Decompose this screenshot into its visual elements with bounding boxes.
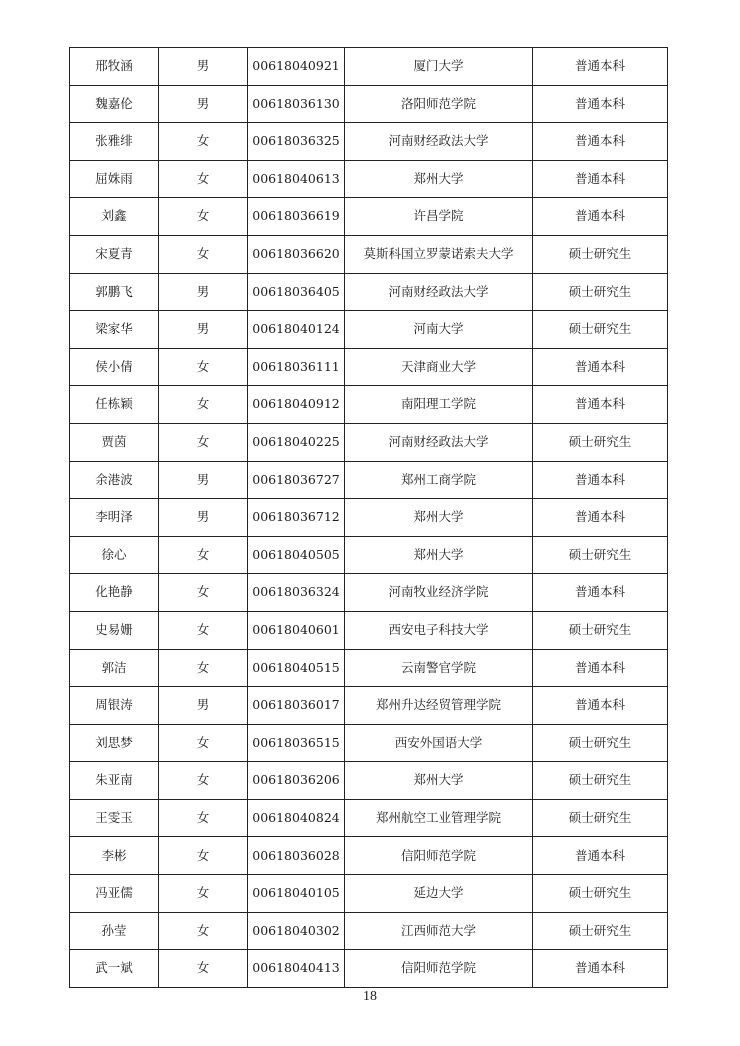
table-row	[70, 950, 668, 988]
school-cell: 郑州大学	[345, 160, 533, 198]
gender-cell: 女	[159, 724, 248, 762]
gender-cell: 男	[159, 687, 248, 725]
school-cell: 许昌学院	[345, 198, 533, 236]
school-cell: 河南财经政法大学	[345, 423, 533, 461]
page-number: 18	[363, 989, 377, 1004]
gender-cell: 男	[159, 48, 248, 86]
degree-cell: 硕士研究生	[533, 724, 668, 762]
degree-cell: 普通本科	[533, 574, 668, 612]
table-row	[70, 875, 668, 913]
candidate-id-cell: 00618040124	[248, 311, 345, 349]
name-cell: 李彬	[70, 837, 159, 875]
school-cell: 河南财经政法大学	[345, 123, 533, 161]
degree-cell: 普通本科	[533, 48, 668, 86]
gender-cell: 女	[159, 574, 248, 612]
name-cell: 周银涛	[70, 687, 159, 725]
degree-cell: 硕士研究生	[533, 799, 668, 837]
candidate-id-cell: 00618036130	[248, 85, 345, 123]
school-cell: 郑州大学	[345, 536, 533, 574]
table-row	[70, 85, 668, 123]
name-cell: 武一斌	[70, 950, 159, 988]
gender-cell: 男	[159, 499, 248, 537]
table-row	[70, 611, 668, 649]
school-cell: 河南大学	[345, 311, 533, 349]
name-cell: 李明泽	[70, 499, 159, 537]
gender-cell: 女	[159, 950, 248, 988]
degree-cell: 硕士研究生	[533, 611, 668, 649]
name-cell: 屈姝雨	[70, 160, 159, 198]
table-row	[70, 311, 668, 349]
name-cell: 孙莹	[70, 912, 159, 950]
school-cell: 延边大学	[345, 875, 533, 913]
gender-cell: 女	[159, 123, 248, 161]
school-cell: 信阳师范学院	[345, 950, 533, 988]
name-cell: 朱亚南	[70, 762, 159, 800]
name-cell: 宋夏青	[70, 235, 159, 273]
candidate-id-cell: 00618040921	[248, 48, 345, 86]
candidate-id-cell: 00618036111	[248, 348, 345, 386]
candidate-id-cell: 00618036206	[248, 762, 345, 800]
school-cell: 信阳师范学院	[345, 837, 533, 875]
gender-cell: 男	[159, 85, 248, 123]
gender-cell: 女	[159, 348, 248, 386]
name-cell: 刘思梦	[70, 724, 159, 762]
table-row	[70, 235, 668, 273]
school-cell: 河南牧业经济学院	[345, 574, 533, 612]
school-cell: 郑州大学	[345, 762, 533, 800]
degree-cell: 硕士研究生	[533, 273, 668, 311]
degree-cell: 普通本科	[533, 687, 668, 725]
candidate-id-cell: 00618036727	[248, 461, 345, 499]
candidate-id-cell: 00618040225	[248, 423, 345, 461]
school-cell: 郑州大学	[345, 499, 533, 537]
table-row	[70, 799, 668, 837]
candidate-id-cell: 00618036324	[248, 574, 345, 612]
table-row	[70, 687, 668, 725]
name-cell: 王雯玉	[70, 799, 159, 837]
name-cell: 徐心	[70, 536, 159, 574]
gender-cell: 女	[159, 649, 248, 687]
table-row	[70, 386, 668, 424]
table-row	[70, 123, 668, 161]
candidate-id-cell: 00618040105	[248, 875, 345, 913]
school-cell: 西安电子科技大学	[345, 611, 533, 649]
gender-cell: 女	[159, 386, 248, 424]
name-cell: 史易姗	[70, 611, 159, 649]
name-cell: 化艳静	[70, 574, 159, 612]
candidate-id-cell: 00618040515	[248, 649, 345, 687]
degree-cell: 普通本科	[533, 950, 668, 988]
table-row	[70, 160, 668, 198]
candidate-id-cell: 00618040302	[248, 912, 345, 950]
school-cell: 江西师范大学	[345, 912, 533, 950]
school-cell: 西安外国语大学	[345, 724, 533, 762]
school-cell: 莫斯科国立罗蒙诺索夫大学	[345, 235, 533, 273]
school-cell: 厦门大学	[345, 48, 533, 86]
table-row	[70, 724, 668, 762]
degree-cell: 普通本科	[533, 198, 668, 236]
candidate-id-cell: 00618036619	[248, 198, 345, 236]
degree-cell: 普通本科	[533, 123, 668, 161]
degree-cell: 普通本科	[533, 649, 668, 687]
gender-cell: 女	[159, 536, 248, 574]
candidate-id-cell: 00618040413	[248, 950, 345, 988]
candidate-id-cell: 00618040824	[248, 799, 345, 837]
table-row	[70, 649, 668, 687]
table-row	[70, 423, 668, 461]
table-row	[70, 348, 668, 386]
roster-table	[69, 47, 668, 988]
candidate-id-cell: 00618040505	[248, 536, 345, 574]
table-row	[70, 762, 668, 800]
candidate-id-cell: 00618036405	[248, 273, 345, 311]
degree-cell: 硕士研究生	[533, 875, 668, 913]
name-cell: 侯小倩	[70, 348, 159, 386]
name-cell: 任栋颖	[70, 386, 159, 424]
table-row	[70, 198, 668, 236]
gender-cell: 男	[159, 273, 248, 311]
degree-cell: 普通本科	[533, 85, 668, 123]
name-cell: 邢牧涵	[70, 48, 159, 86]
gender-cell: 女	[159, 160, 248, 198]
name-cell: 郭洁	[70, 649, 159, 687]
table-row	[70, 536, 668, 574]
candidate-id-cell: 00618040912	[248, 386, 345, 424]
gender-cell: 女	[159, 875, 248, 913]
candidate-id-cell: 00618036712	[248, 499, 345, 537]
name-cell: 刘鑫	[70, 198, 159, 236]
candidate-id-cell: 00618036017	[248, 687, 345, 725]
degree-cell: 硕士研究生	[533, 536, 668, 574]
gender-cell: 女	[159, 912, 248, 950]
name-cell: 贾茵	[70, 423, 159, 461]
candidate-id-cell: 00618036325	[248, 123, 345, 161]
table-row	[70, 912, 668, 950]
degree-cell: 普通本科	[533, 386, 668, 424]
school-cell: 天津商业大学	[345, 348, 533, 386]
degree-cell: 普通本科	[533, 461, 668, 499]
school-cell: 郑州升达经贸管理学院	[345, 687, 533, 725]
table-row	[70, 461, 668, 499]
gender-cell: 女	[159, 837, 248, 875]
table-row	[70, 499, 668, 537]
name-cell: 梁家华	[70, 311, 159, 349]
degree-cell: 普通本科	[533, 837, 668, 875]
degree-cell: 硕士研究生	[533, 762, 668, 800]
gender-cell: 男	[159, 461, 248, 499]
candidate-id-cell: 00618040613	[248, 160, 345, 198]
gender-cell: 女	[159, 235, 248, 273]
degree-cell: 普通本科	[533, 499, 668, 537]
degree-cell: 普通本科	[533, 160, 668, 198]
roster-table-body	[70, 48, 668, 988]
gender-cell: 男	[159, 311, 248, 349]
degree-cell: 硕士研究生	[533, 235, 668, 273]
school-cell: 郑州航空工业管理学院	[345, 799, 533, 837]
name-cell: 魏嘉伦	[70, 85, 159, 123]
school-cell: 洛阳师范学院	[345, 85, 533, 123]
table-row	[70, 48, 668, 86]
name-cell: 冯亚儒	[70, 875, 159, 913]
gender-cell: 女	[159, 611, 248, 649]
candidate-id-cell: 00618036028	[248, 837, 345, 875]
name-cell: 郭鹏飞	[70, 273, 159, 311]
school-cell: 郑州工商学院	[345, 461, 533, 499]
gender-cell: 女	[159, 423, 248, 461]
gender-cell: 女	[159, 799, 248, 837]
candidate-id-cell: 00618036620	[248, 235, 345, 273]
school-cell: 云南警官学院	[345, 649, 533, 687]
table-row	[70, 273, 668, 311]
name-cell: 余港波	[70, 461, 159, 499]
gender-cell: 女	[159, 198, 248, 236]
candidate-id-cell: 00618040601	[248, 611, 345, 649]
candidate-id-cell: 00618036515	[248, 724, 345, 762]
table-row	[70, 574, 668, 612]
degree-cell: 硕士研究生	[533, 423, 668, 461]
degree-cell: 普通本科	[533, 348, 668, 386]
school-cell: 南阳理工学院	[345, 386, 533, 424]
table-row	[70, 837, 668, 875]
degree-cell: 硕士研究生	[533, 311, 668, 349]
gender-cell: 女	[159, 762, 248, 800]
degree-cell: 硕士研究生	[533, 912, 668, 950]
name-cell: 张雅绯	[70, 123, 159, 161]
school-cell: 河南财经政法大学	[345, 273, 533, 311]
roster-sheet	[69, 47, 667, 988]
